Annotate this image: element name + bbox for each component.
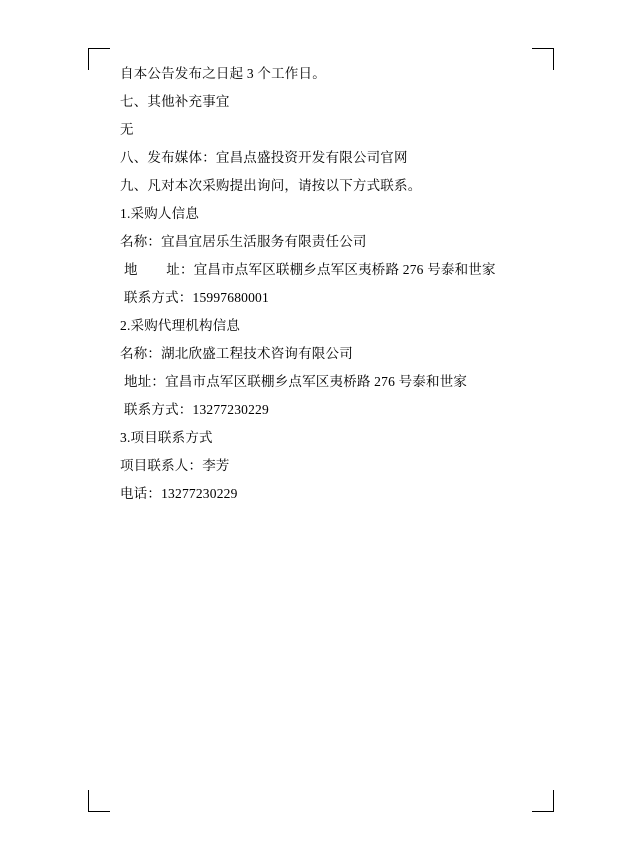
crop-mark-bottom-right: [532, 790, 554, 812]
heading-section-nine: 九、凡对本次采购提出询问，请按以下方式联系。: [120, 178, 422, 193]
heading-project-contact: 3.项目联系方式: [120, 430, 213, 445]
buyer-name: 名称：宜昌宜居乐生活服务有限责任公司: [120, 234, 367, 249]
crop-mark-bottom-left: [88, 790, 110, 812]
buyer-phone: 联系方式：15997680001: [124, 290, 269, 305]
agency-phone: 联系方式：13277230229: [124, 402, 269, 417]
paragraph-none: 无: [120, 122, 134, 137]
agency-name: 名称：湖北欣盛工程技术咨询有限公司: [120, 346, 353, 361]
paragraph-deadline: 自本公告发布之日起 3 个工作日。: [120, 66, 326, 81]
agency-address: 地址：宜昌市点军区联棚乡点军区夷桥路 276 号泰和世家: [124, 374, 468, 389]
buyer-address: 地 址：宜昌市点军区联棚乡点军区夷桥路 276 号泰和世家: [124, 262, 496, 277]
crop-mark-top-left: [88, 48, 110, 70]
document-body: [120, 60, 540, 508]
project-contact-phone: 电话：13277230229: [120, 486, 238, 501]
project-contact-person: 项目联系人：李芳: [120, 458, 230, 473]
heading-section-eight: 八、发布媒体：宜昌点盛投资开发有限公司官网: [120, 150, 408, 165]
heading-buyer-info: 1.采购人信息: [120, 206, 200, 221]
heading-section-seven: 七、其他补充事宜: [120, 94, 230, 109]
heading-agency-info: 2.采购代理机构信息: [120, 318, 241, 333]
